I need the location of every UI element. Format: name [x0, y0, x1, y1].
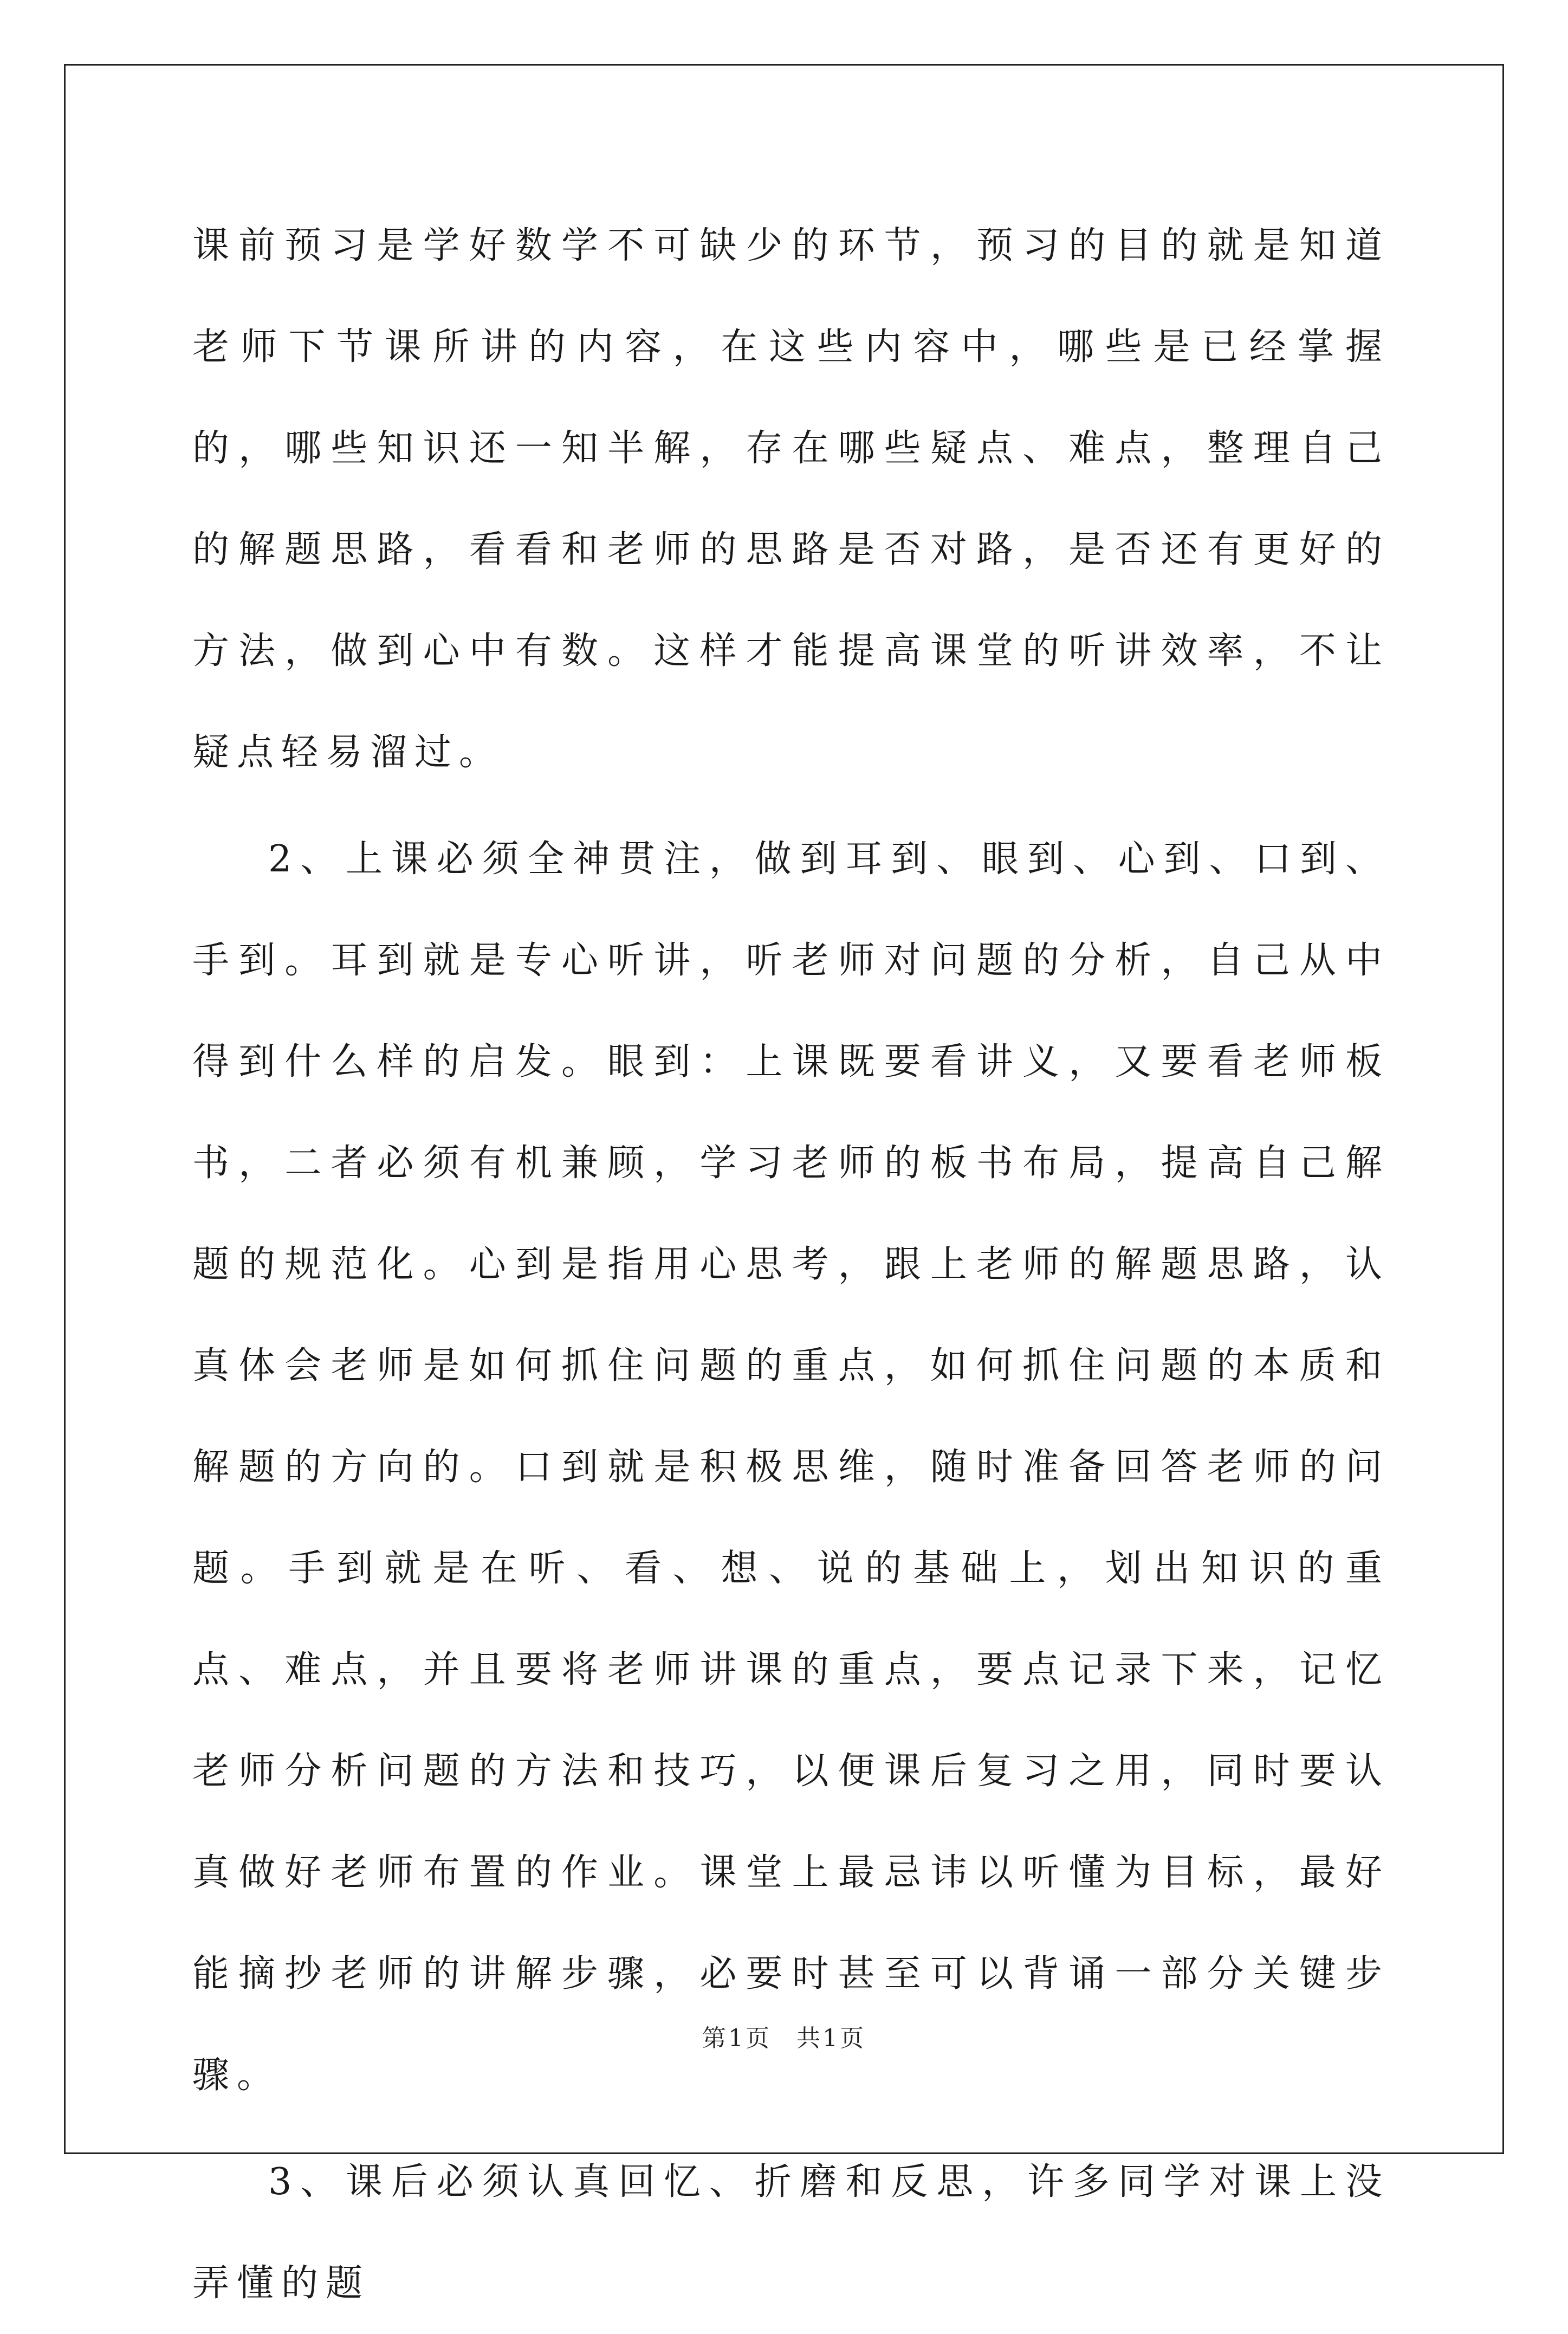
document-body: [192, 195, 1390, 2334]
paragraph-after-class-review: 3、课后必须认真回忆、折磨和反思，许多同学对课上没弄懂的题: [192, 2161, 1390, 2305]
paragraph-in-class-attention: 2、上课必须全神贯注，做到耳到、眼到、心到、口到、手到。耳到就是专心听讲，听老师对问题的分析，自己从中得到什么样的启发。眼到：上课既要看讲义，又要看老师板书，二者必须有机兼顾，学习老师的板书布局，提高自己解题的规范化。心到是指用心思考，跟上老师的解题思路，认真体会老师是如何抓住问题的重点，如何抓住问题的本质和解题的方向的。口到就是积极思维，随时准备回答老师的问题。手到就是在听、看、想、说的基础上，划出知识的重点、难点，并且要将老师讲课的重点，要点记录下来，记忆老师分析问题的方法和技巧，以便课后复习之用，同时要认真做好老师布置的作业。课堂上最忌讳以听懂为目标，最好能摘抄老师的讲解步骤，必要时甚至可以背诵一部分关键步骤。: [192, 838, 1390, 2097]
page-footer: [0, 2019, 1568, 2053]
paragraph-preview-study: 课前预习是学好数学不可缺少的环节，预习的目的就是知道老师下节课所讲的内容，在这些内容中，哪些是已经掌握的，哪些知识还一知半解，存在哪些疑点、难点，整理自己的解题思路，看看和老师的思路是否对路，是否还有更好的方法，做到心中有数。这样才能提高课堂的听讲效率，不让疑点轻易溜过。: [192, 224, 1390, 774]
page-total: 共1页: [796, 2025, 866, 2052]
page-number: 第1页: [702, 2025, 772, 2052]
